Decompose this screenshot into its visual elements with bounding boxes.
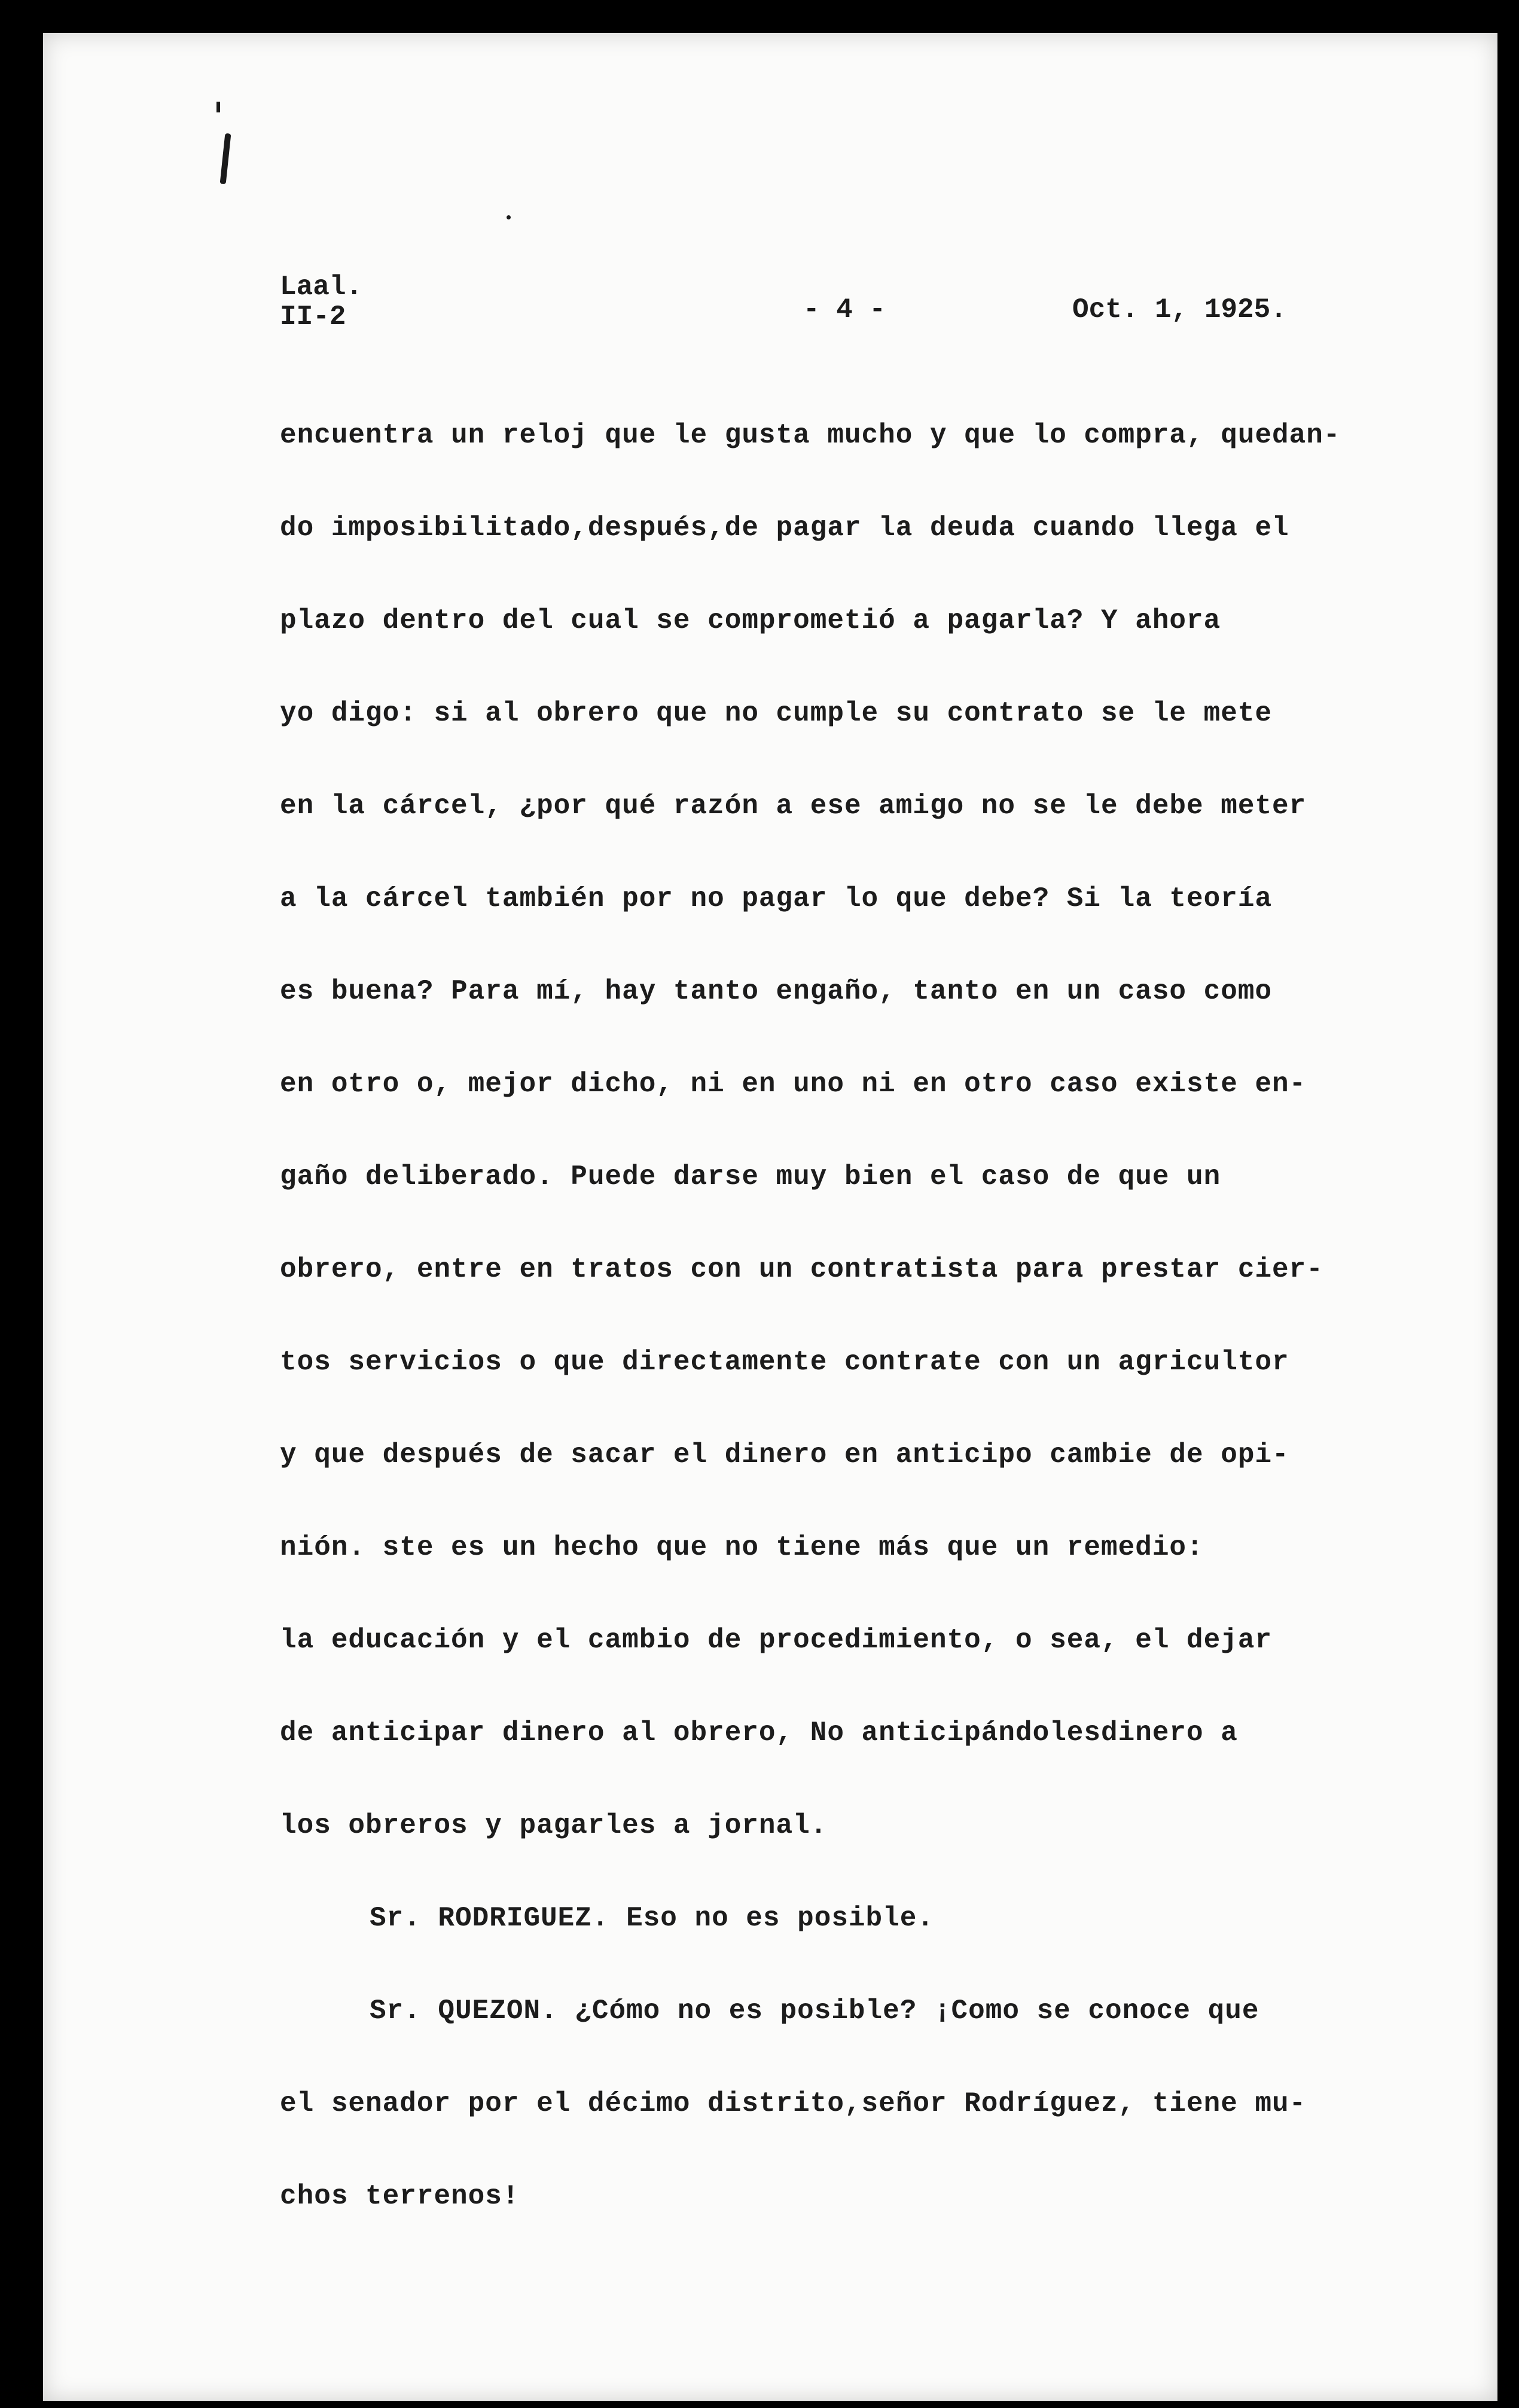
text-line: obrero, entre en tratos con un contratista para prestar cier- (280, 1254, 1323, 1285)
text-line: es buena? Para mí, hay tanto engaño, tanto en un caso como (280, 976, 1273, 1007)
text-line: en otro o, mejor dicho, ni en uno ni en otro caso existe en- (280, 1069, 1307, 1100)
text-line: nión. ste es un hecho que no tiene más que un remedio: (280, 1532, 1204, 1563)
document-page (43, 33, 1497, 2401)
page-header (280, 272, 1356, 344)
text-line: en la cárcel, ¿por qué razón a ese amigo no se le debe meter (280, 791, 1307, 822)
margin-mark (220, 133, 231, 185)
header-code-line2: II-2 (280, 301, 346, 332)
speaker-line: Sr. RODRIGUEZ. Eso no es posible. (370, 1903, 934, 1934)
text-line: plazo dentro del cual se comprometió a pagarla? Y ahora (280, 605, 1221, 636)
page-number: - 4 - (803, 294, 886, 325)
text-line: y que después de sacar el dinero en anticipo cambie de opi- (280, 1439, 1289, 1470)
text-line: los obreros y pagarles a jornal. (280, 1810, 828, 1841)
text-line: gaño deliberado. Puede darse muy bien el caso de que un (280, 1161, 1221, 1192)
text-line: el senador por el décimo distrito,señor Rodríguez, tiene mu- (280, 2088, 1307, 2119)
text-line: de anticipar dinero al obrero, No anticipándolesdinero a (280, 1717, 1238, 1748)
margin-mark (216, 102, 220, 112)
text-line: yo digo: si al obrero que no cumple su contrato se le mete (280, 698, 1273, 729)
text-line: la educación y el cambio de procedimiento, o sea, el dejar (280, 1625, 1273, 1656)
margin-mark (507, 215, 511, 219)
text-line: tos servicios o que directamente contrate con un agricultor (280, 1347, 1289, 1378)
text-line: encuentra un reloj que le gusta mucho y que lo compra, quedan- (280, 420, 1341, 451)
text-line: chos terrenos! (280, 2181, 520, 2212)
text-line: a la cárcel también por no pagar lo que debe? Si la teoría (280, 883, 1273, 914)
header-date: Oct. 1, 1925. (1072, 294, 1287, 325)
text-line: do imposibilitado,después,de pagar la deuda cuando llega el (280, 512, 1289, 544)
speaker-line: Sr. QUEZON. ¿Cómo no es posible? ¡Como se conoce que (370, 1995, 1259, 2026)
header-code-line1: Laal. (280, 271, 363, 303)
